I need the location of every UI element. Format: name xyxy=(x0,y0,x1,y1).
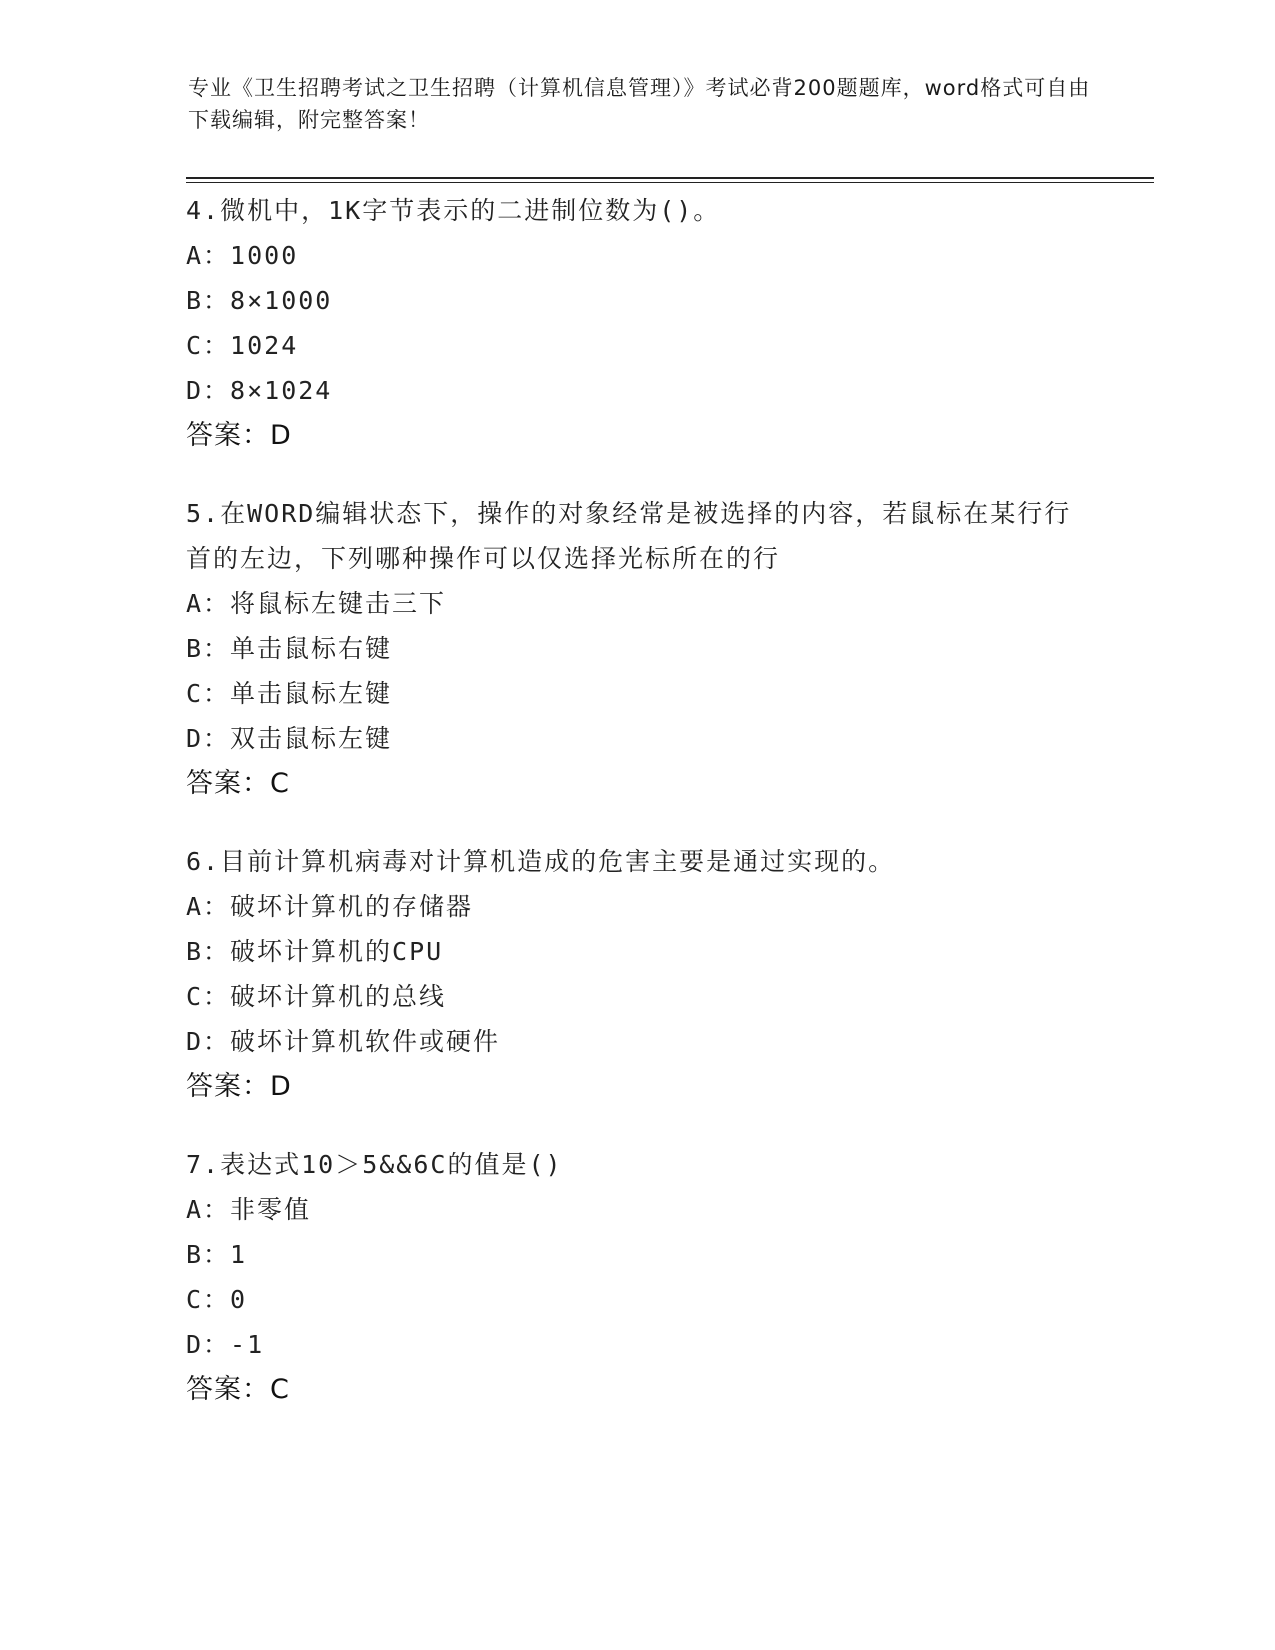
answer-text: 答案：C xyxy=(186,768,290,799)
answer-text: 答案：D xyxy=(186,1071,292,1102)
option-d: D：破坏计算机软件或硬件 xyxy=(186,1027,501,1056)
question-stem: 7.表达式10＞5&&6C的值是() xyxy=(186,1150,563,1179)
option-a: A：破坏计算机的存储器 xyxy=(186,892,474,921)
option-b: B：1 xyxy=(186,1240,248,1269)
option-d: D：双击鼠标左键 xyxy=(186,724,393,753)
question-list xyxy=(186,188,1086,1445)
option-a: A：1000 xyxy=(186,241,299,270)
option-d: D：-1 xyxy=(186,1330,265,1359)
option-b: B：破坏计算机的CPU xyxy=(186,937,444,966)
option-b: B：单击鼠标右键 xyxy=(186,634,393,663)
header-text: 专业《卫生招聘考试之卫生招聘（计算机信息管理）》考试必背200题题库，word格式可自由下载编辑，附完整答案！ xyxy=(188,76,1091,132)
question-stem: 5.在WORD编辑状态下，操作的对象经常是被选择的内容，若鼠标在某行行首的左边，下列哪种操作可以仅选择光标所在的行 xyxy=(186,499,1072,573)
question-6 xyxy=(186,839,1086,1109)
option-a: A：非零值 xyxy=(186,1195,312,1224)
question-7 xyxy=(186,1142,1086,1412)
question-stem: 4.微机中，1K字节表示的二进制位数为()。 xyxy=(186,196,721,225)
header-divider xyxy=(186,177,1154,183)
option-c: C：0 xyxy=(186,1285,248,1314)
question-stem: 6.目前计算机病毒对计算机造成的危害主要是通过实现的。 xyxy=(186,847,896,876)
document-header xyxy=(188,72,1108,136)
option-a: A：将鼠标左键击三下 xyxy=(186,589,447,618)
question-5 xyxy=(186,491,1086,806)
answer-text: 答案：C xyxy=(186,1374,290,1405)
option-c: C：破坏计算机的总线 xyxy=(186,982,447,1011)
option-b: B：8×1000 xyxy=(186,286,333,315)
option-c: C：1024 xyxy=(186,331,299,360)
option-c: C：单击鼠标左键 xyxy=(186,679,393,708)
option-d: D：8×1024 xyxy=(186,376,333,405)
question-4 xyxy=(186,188,1086,458)
answer-text: 答案：D xyxy=(186,420,292,451)
